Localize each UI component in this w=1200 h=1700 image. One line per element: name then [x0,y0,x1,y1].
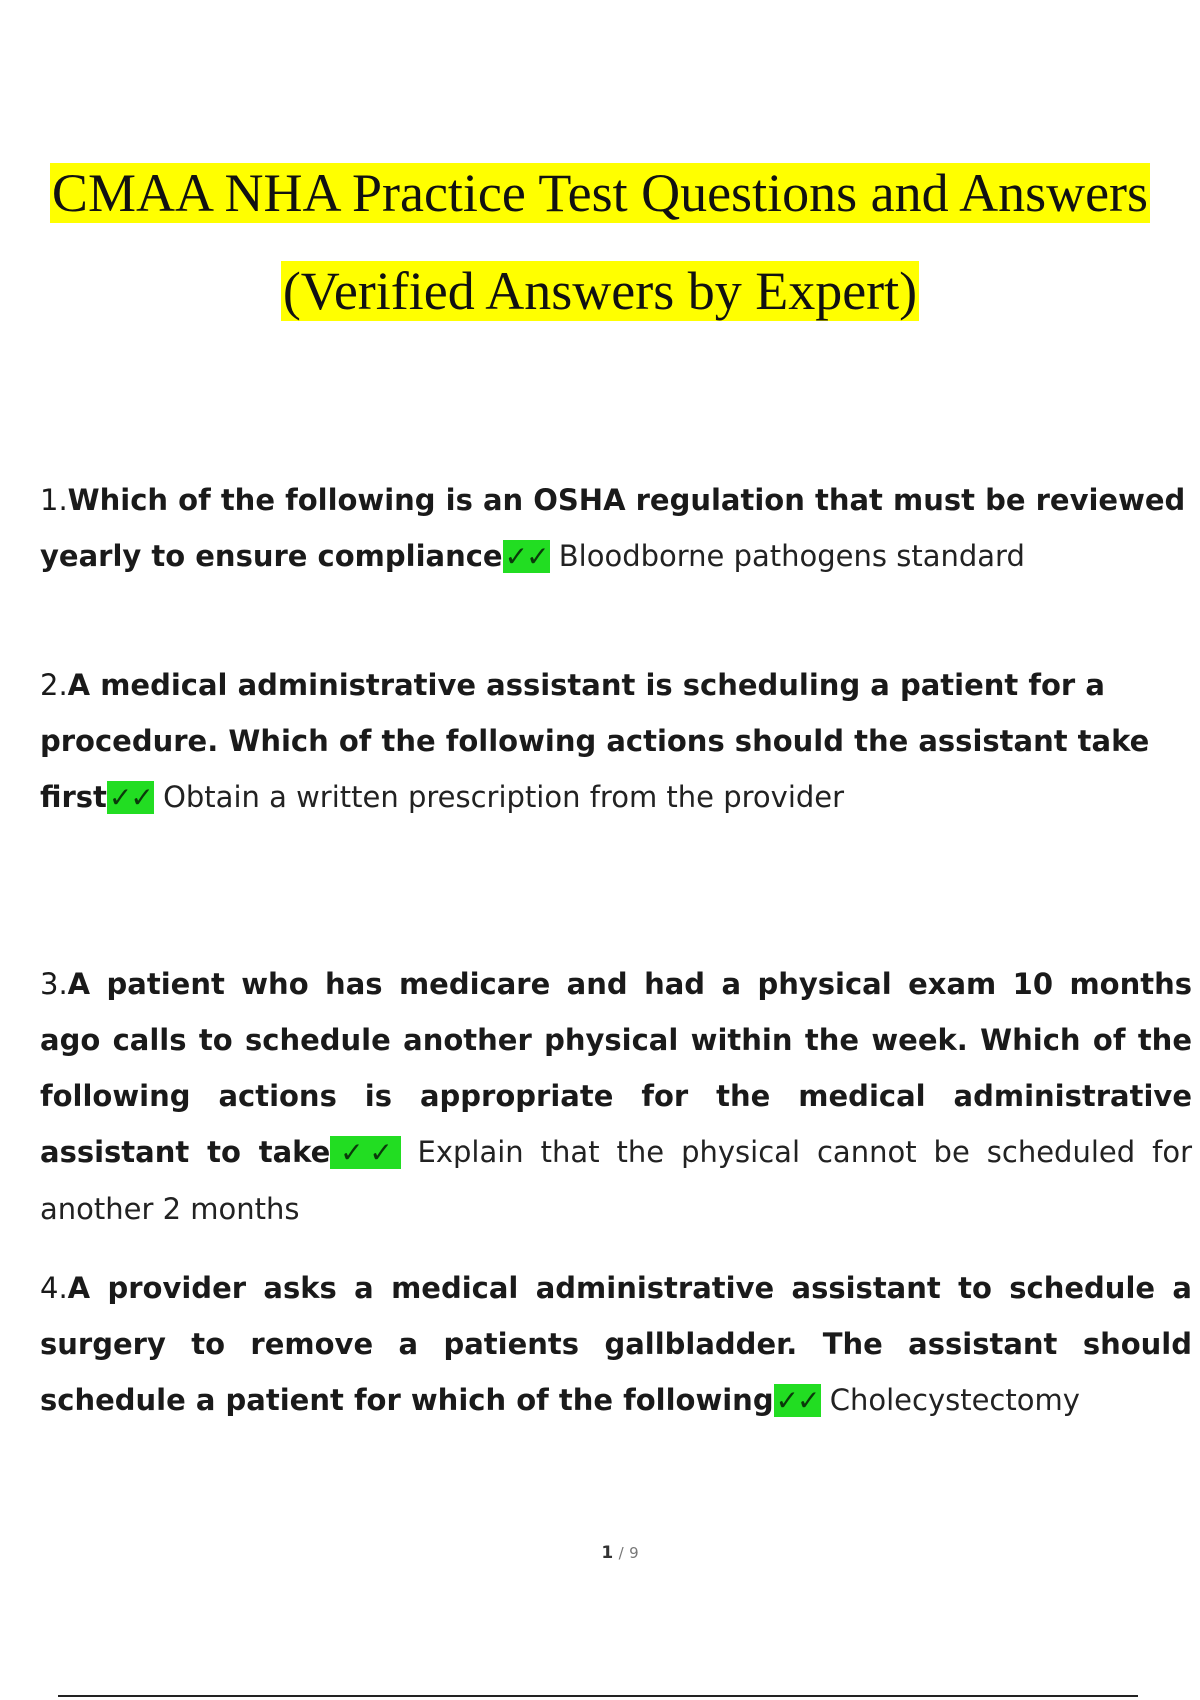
double-check-icon: ✓✓ [108,781,152,814]
title-highlight-1: CMAA NHA Practice Test Questions and Answers [51,163,1149,223]
question-number: 4. [40,1271,68,1305]
document-title-line-2 [0,256,1200,326]
page-indicator [0,1543,1200,1563]
question-number: 2. [40,668,68,702]
question-text: A patient who has medicare and had a physical exam 10 months ago calls to schedule another physical within the week. Which of the following actions is appropriate for the medical administrative assistant to take [40,967,1192,1169]
double-check-icon: ✓✓ [332,1136,399,1169]
question-4 [40,1260,1192,1429]
answer-text: Explain that the physical cannot be scheduled for another 2 months [40,1135,1192,1226]
document-title-line-1 [0,158,1200,228]
question-3 [40,956,1192,1237]
answer-text: Bloodborne pathogens standard [558,539,1025,573]
question-text: A medical administrative assistant is scheduling a patient for a procedure. Which of the following actions should the assistant take first [40,668,1150,814]
total-pages: 9 [629,1544,639,1562]
question-text: A provider asks a medical administrative assistant to schedule a surgery to remove a patients gallbladder. The assistant should schedule a patient for which of the following [40,1271,1192,1417]
double-check-icon: ✓✓ [775,1384,819,1417]
page-divider [58,1695,1138,1697]
question-1 [40,472,1192,585]
question-number: 1. [40,483,68,517]
question-text: Which of the following is an OSHA regulation that must be reviewed yearly to ensure compliance [40,483,1186,573]
title-highlight-2: (Verified Answers by Expert) [282,261,918,321]
current-page: 1 [601,1543,614,1563]
question-number: 3. [40,967,68,1001]
double-check-icon: ✓✓ [504,540,548,573]
page-separator: / [618,1544,624,1562]
answer-text: Cholecystectomy [829,1383,1080,1417]
answer-text: Obtain a written prescription from the provider [163,780,845,814]
question-2 [40,657,1192,826]
